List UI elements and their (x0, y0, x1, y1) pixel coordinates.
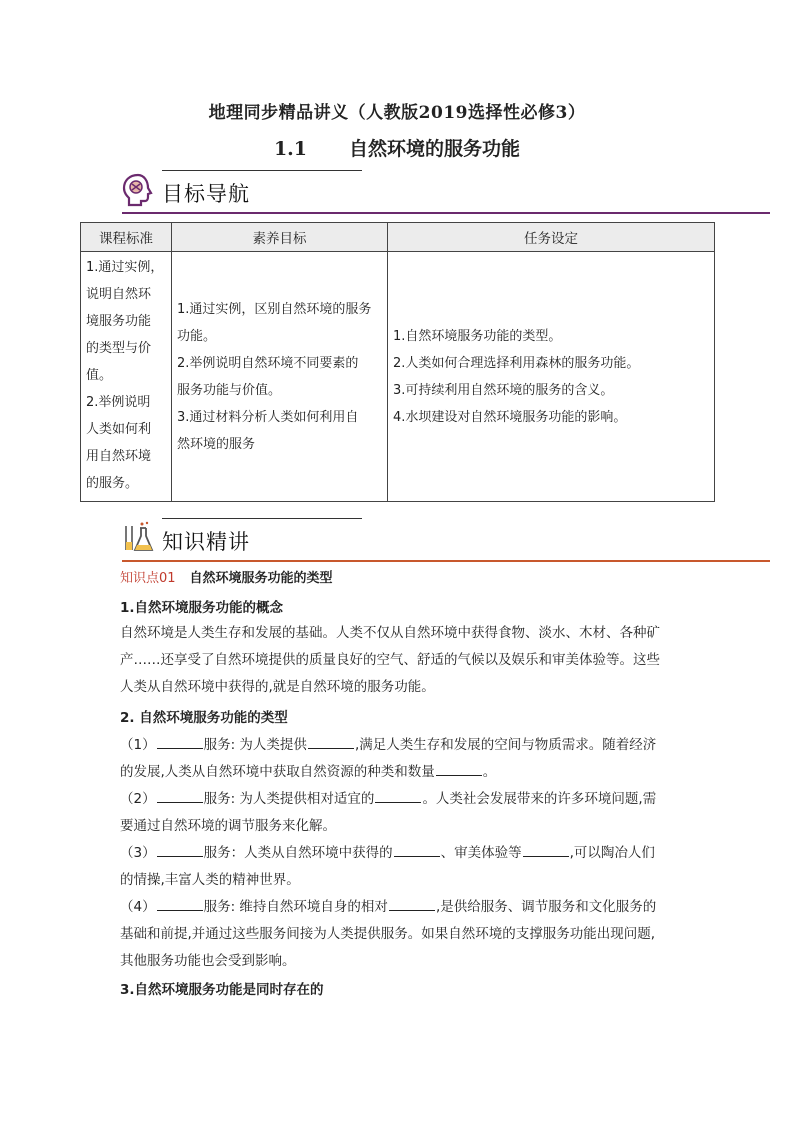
types-heading: 2. 自然环境服务功能的类型 (120, 710, 288, 726)
divider (162, 518, 362, 519)
cell-line: 4.水坝建设对自然环境服务功能的影响。 (393, 409, 627, 425)
fill-blank (157, 842, 203, 857)
divider (162, 170, 362, 171)
fill-blank (375, 788, 421, 803)
text-line: 产……还享受了自然环境提供的质量良好的空气、舒适的气候以及娱乐和审美体验等。这些 (120, 652, 660, 668)
table-header-row (81, 223, 715, 252)
knowledge-point-heading (120, 567, 333, 586)
cell-line: 境服务功能 (86, 314, 152, 329)
flask-icon (120, 520, 156, 556)
divider (122, 212, 770, 214)
item-text: 要通过自然环境的调节服务来化解。 (120, 818, 336, 834)
list-item-continued (120, 921, 680, 948)
cell-line: 3.可持续利用自然环境的服务的含义。 (393, 382, 614, 398)
text-line: 人类从自然环境中获得的,就是自然环境的服务功能。 (120, 679, 435, 695)
list-item (120, 894, 680, 921)
cell-line: 用自然环境 (86, 449, 152, 464)
fill-blank (157, 734, 203, 749)
cell-line: 然环境的服务 (177, 436, 256, 452)
item-text: 服务：人类从自然环境中获得的 (203, 845, 393, 861)
cell-competency-goals (172, 252, 388, 502)
item-text: 其他服务功能也会受到影响。 (120, 953, 296, 969)
section-header-knowledge (118, 518, 770, 564)
col-header-tasks: 任务设定 (388, 223, 715, 252)
item-text: 基础和前提,并通过这些服务间接为人类提供服务。如果自然环境的支撑服务功能出现问题, (120, 926, 656, 942)
fill-blank (308, 734, 354, 749)
fill-blank (523, 842, 569, 857)
knowledge-point-tag: 知识点01 (120, 571, 176, 586)
section-label: 目标导航 (162, 182, 250, 206)
goals-table (80, 222, 715, 502)
item-text: ,可以陶冶人们 (569, 845, 655, 861)
coexist-heading: 3.自然环境服务功能是同时存在的 (120, 982, 324, 998)
cell-line: 2.举例说明 (86, 395, 151, 410)
cell-line: 2.人类如何合理选择利用森林的服务功能。 (393, 355, 640, 371)
item-text: 的情操,丰富人类的精神世界。 (120, 872, 300, 888)
cell-line: 的服务。 (86, 476, 139, 491)
fill-blank (436, 761, 482, 776)
cell-line: 3.通过材料分析人类如何利用自 (177, 409, 359, 425)
item-text: ,是供给服务、调节服务和文化服务的 (435, 899, 657, 915)
item-text: 服务: 为人类提供 (203, 737, 307, 753)
item-number: （4） (120, 899, 156, 915)
fill-blank (389, 896, 435, 911)
cell-line: 人类如何利 (86, 422, 152, 437)
list-item (120, 732, 680, 759)
list-item-continued (120, 813, 680, 840)
list-item-continued (120, 948, 680, 975)
lesson-title (0, 134, 794, 161)
item-text: 、审美体验等 (440, 845, 522, 861)
cell-course-standard (81, 252, 172, 502)
fill-blank (394, 842, 440, 857)
lesson-name: 自然环境的服务功能 (349, 138, 521, 160)
item-text: 。 (482, 764, 497, 780)
list-item-continued (120, 759, 680, 786)
knowledge-point-title: 自然环境服务功能的类型 (189, 571, 333, 586)
item-text: 服务: 为人类提供相对适宜的 (203, 791, 375, 807)
list-item (120, 840, 680, 867)
cell-line: 1.通过实例， (86, 260, 164, 275)
fill-blank (157, 788, 203, 803)
item-number: （2） (120, 791, 156, 807)
cell-line: 1.通过实例，区别自然环境的服务 (177, 301, 372, 317)
divider (122, 560, 770, 562)
text-line: 自然环境是人类生存和发展的基础。人类不仅从自然环境中获得食物、淡水、木材、各种矿 (120, 625, 660, 641)
cell-tasks (388, 252, 715, 502)
cell-line: 服务功能与价值。 (177, 382, 282, 398)
fill-blank (157, 896, 203, 911)
item-text: 的发展,人类从自然环境中获取自然资源的种类和数量 (120, 764, 435, 780)
cell-line: 说明自然环 (86, 287, 152, 302)
table-row (81, 252, 715, 502)
cell-line: 2.举例说明自然环境不同要素的 (177, 355, 359, 371)
concept-paragraph (120, 620, 680, 701)
item-number: （3） (120, 845, 156, 861)
cell-line: 1.自然环境服务功能的类型。 (393, 328, 562, 344)
col-header-competency: 素养目标 (172, 223, 388, 252)
item-text: ,满足人类生存和发展的空间与物质需求。随着经济 (354, 737, 657, 753)
cell-line: 功能。 (177, 328, 217, 344)
section-header-goals (118, 170, 770, 216)
item-number: （1） (120, 737, 156, 753)
col-header-standard: 课程标准 (81, 223, 172, 252)
item-text: 服务: 维持自然环境自身的相对 (203, 899, 388, 915)
concept-heading: 1.自然环境服务功能的概念 (120, 600, 284, 616)
cell-line: 的类型与价 (86, 341, 152, 356)
cell-line: 值。 (86, 368, 113, 383)
list-item (120, 786, 680, 813)
lesson-number: 1.1 (273, 138, 308, 160)
series-title: 地理同步精品讲义（人教版2019选择性必修3） (208, 103, 586, 123)
list-item-continued (120, 867, 680, 894)
head-brain-icon (120, 172, 156, 208)
item-text: 。人类社会发展带来的许多环境问题,需 (422, 791, 657, 807)
section-label: 知识精讲 (162, 530, 250, 554)
types-list (120, 732, 680, 975)
